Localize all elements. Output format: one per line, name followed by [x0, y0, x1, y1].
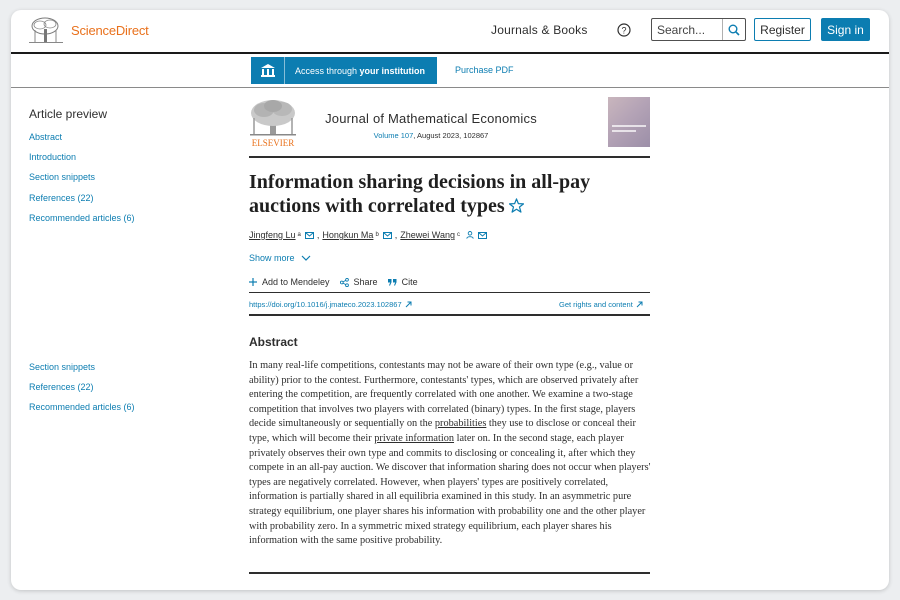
browser-page [11, 10, 889, 590]
search-button[interactable] [722, 19, 744, 40]
help-icon[interactable] [617, 23, 631, 37]
share-button[interactable] [340, 277, 378, 287]
rights-link[interactable]: Get rights and content [559, 300, 643, 309]
show-more-label: Show more [249, 253, 295, 263]
external-link-icon [636, 301, 643, 308]
toolbar-divider [249, 292, 650, 293]
email-icon[interactable] [305, 232, 314, 239]
access-label: Access through your institution [295, 65, 426, 76]
star-icon[interactable] [509, 198, 524, 213]
abstract-divider [249, 572, 650, 574]
journal-issue-info: Volume 107, August 2023, 102867 [373, 131, 489, 140]
share-label: Share [353, 277, 378, 287]
institution-icon [251, 57, 285, 84]
subheader-divider [11, 87, 889, 88]
cite-button[interactable] [388, 277, 418, 287]
email-icon[interactable] [478, 232, 487, 239]
author-separator: , [394, 230, 398, 240]
sidebar-item-references[interactable]: References (22) [29, 193, 94, 203]
article-toolbar [249, 277, 428, 287]
author-affiliation-marker: b [375, 232, 379, 238]
sidebar-item-introduction[interactable]: Introduction [29, 152, 77, 162]
author-link[interactable]: Hongkun Ma [322, 230, 374, 240]
brand-name: ScienceDirect [71, 22, 149, 38]
email-icon[interactable] [383, 232, 392, 239]
svg-text:?: ? [621, 25, 627, 36]
sidebar-lower-section-snippets[interactable]: Section snippets [29, 362, 96, 372]
private-information-link[interactable]: private information [374, 432, 455, 444]
quote-icon [388, 279, 397, 286]
volume-link[interactable]: Volume 107 [373, 131, 414, 140]
external-link-icon [405, 301, 412, 308]
cover-title-bar [612, 125, 646, 127]
add-to-mendeley-button[interactable] [249, 277, 330, 287]
article-title: Information sharing decisions in all-pay auctions with correlated types [249, 171, 591, 217]
add-to-mendeley-label: Add to Mendeley [262, 277, 330, 287]
author-affiliation-marker: c [457, 232, 460, 238]
sidebar-item-abstract[interactable]: Abstract [29, 132, 63, 142]
sidebar-item-section-snippets[interactable]: Section snippets [29, 172, 96, 182]
search-input[interactable] [652, 19, 722, 40]
cite-label: Cite [401, 277, 418, 287]
share-icon [340, 278, 349, 287]
access-institution-button[interactable] [251, 57, 437, 84]
journal-divider [249, 156, 650, 158]
cover-title-bar [612, 130, 636, 132]
author-separator: , [316, 230, 320, 240]
abstract-heading: Abstract [249, 335, 298, 349]
header-divider [11, 52, 889, 54]
sciencedirect-logo[interactable] [29, 16, 149, 44]
author-link[interactable]: Jingfeng Lu [249, 230, 296, 240]
author-affiliation-marker: a [297, 232, 301, 238]
sidebar-lower-references[interactable]: References (22) [29, 382, 94, 392]
search-box [651, 18, 746, 41]
elsevier-tree-icon [29, 16, 63, 44]
register-button[interactable]: Register [754, 18, 811, 41]
probabilities-link[interactable]: probabilities [434, 418, 487, 430]
plus-icon [249, 278, 257, 286]
search-icon [728, 24, 740, 36]
sidebar-item-recommended[interactable]: Recommended articles (6) [29, 213, 135, 223]
chevron-down-icon [301, 255, 311, 261]
journals-books-link[interactable]: Journals & Books [491, 23, 588, 37]
journal-name[interactable]: Journal of Mathematical Economics [325, 111, 537, 126]
journal-cover-image[interactable] [608, 97, 650, 147]
sidebar-title: Article preview [29, 107, 108, 121]
abstract-body: In many real-life competitions, contestants may not be aware of their own type (e.g., value or ability) prior to the contest. Furthermore, contestants' types, which are observed privately after entering the competition, are frequently correlated with one another. We examine a two-stage competition that involves two players with correlated (binary) types. In the first stage, players decide simultaneously or sequentially on the probabilities they use to disclose or conceal their type, which will become their private information later on. In the second stage, each player privately observes their own type and commits to disclosing or concealing it, after which they compete in an all-pay auction. We discover that information sharing does not occur when players' types are negatively correlated. However, when players' types are positively correlated, information is partially shared in all equilibria examined in this study. In an asymmetric pure strategy equilibrium, one player shares his information with probability one and the other player with probability zero. In a symmetric mixed strategy equilibrium, each player shares his information with the same positive probability. [249, 360, 651, 547]
author-list [249, 230, 487, 240]
sign-in-button[interactable]: Sign in [821, 18, 870, 41]
site-header [11, 10, 889, 52]
purchase-pdf-link[interactable]: Purchase PDF [455, 65, 514, 75]
doi-link[interactable]: https://doi.org/10.1016/j.jmateco.2023.102867 [249, 300, 412, 309]
author-link[interactable]: Zhewei Wang [400, 230, 455, 240]
show-more-button[interactable] [249, 253, 311, 263]
sidebar-lower-recommended[interactable]: Recommended articles (6) [29, 402, 135, 412]
doi-divider [249, 314, 650, 316]
corresponding-author-icon[interactable] [466, 231, 474, 239]
svg-text:ELSEVIER: ELSEVIER [251, 138, 295, 148]
